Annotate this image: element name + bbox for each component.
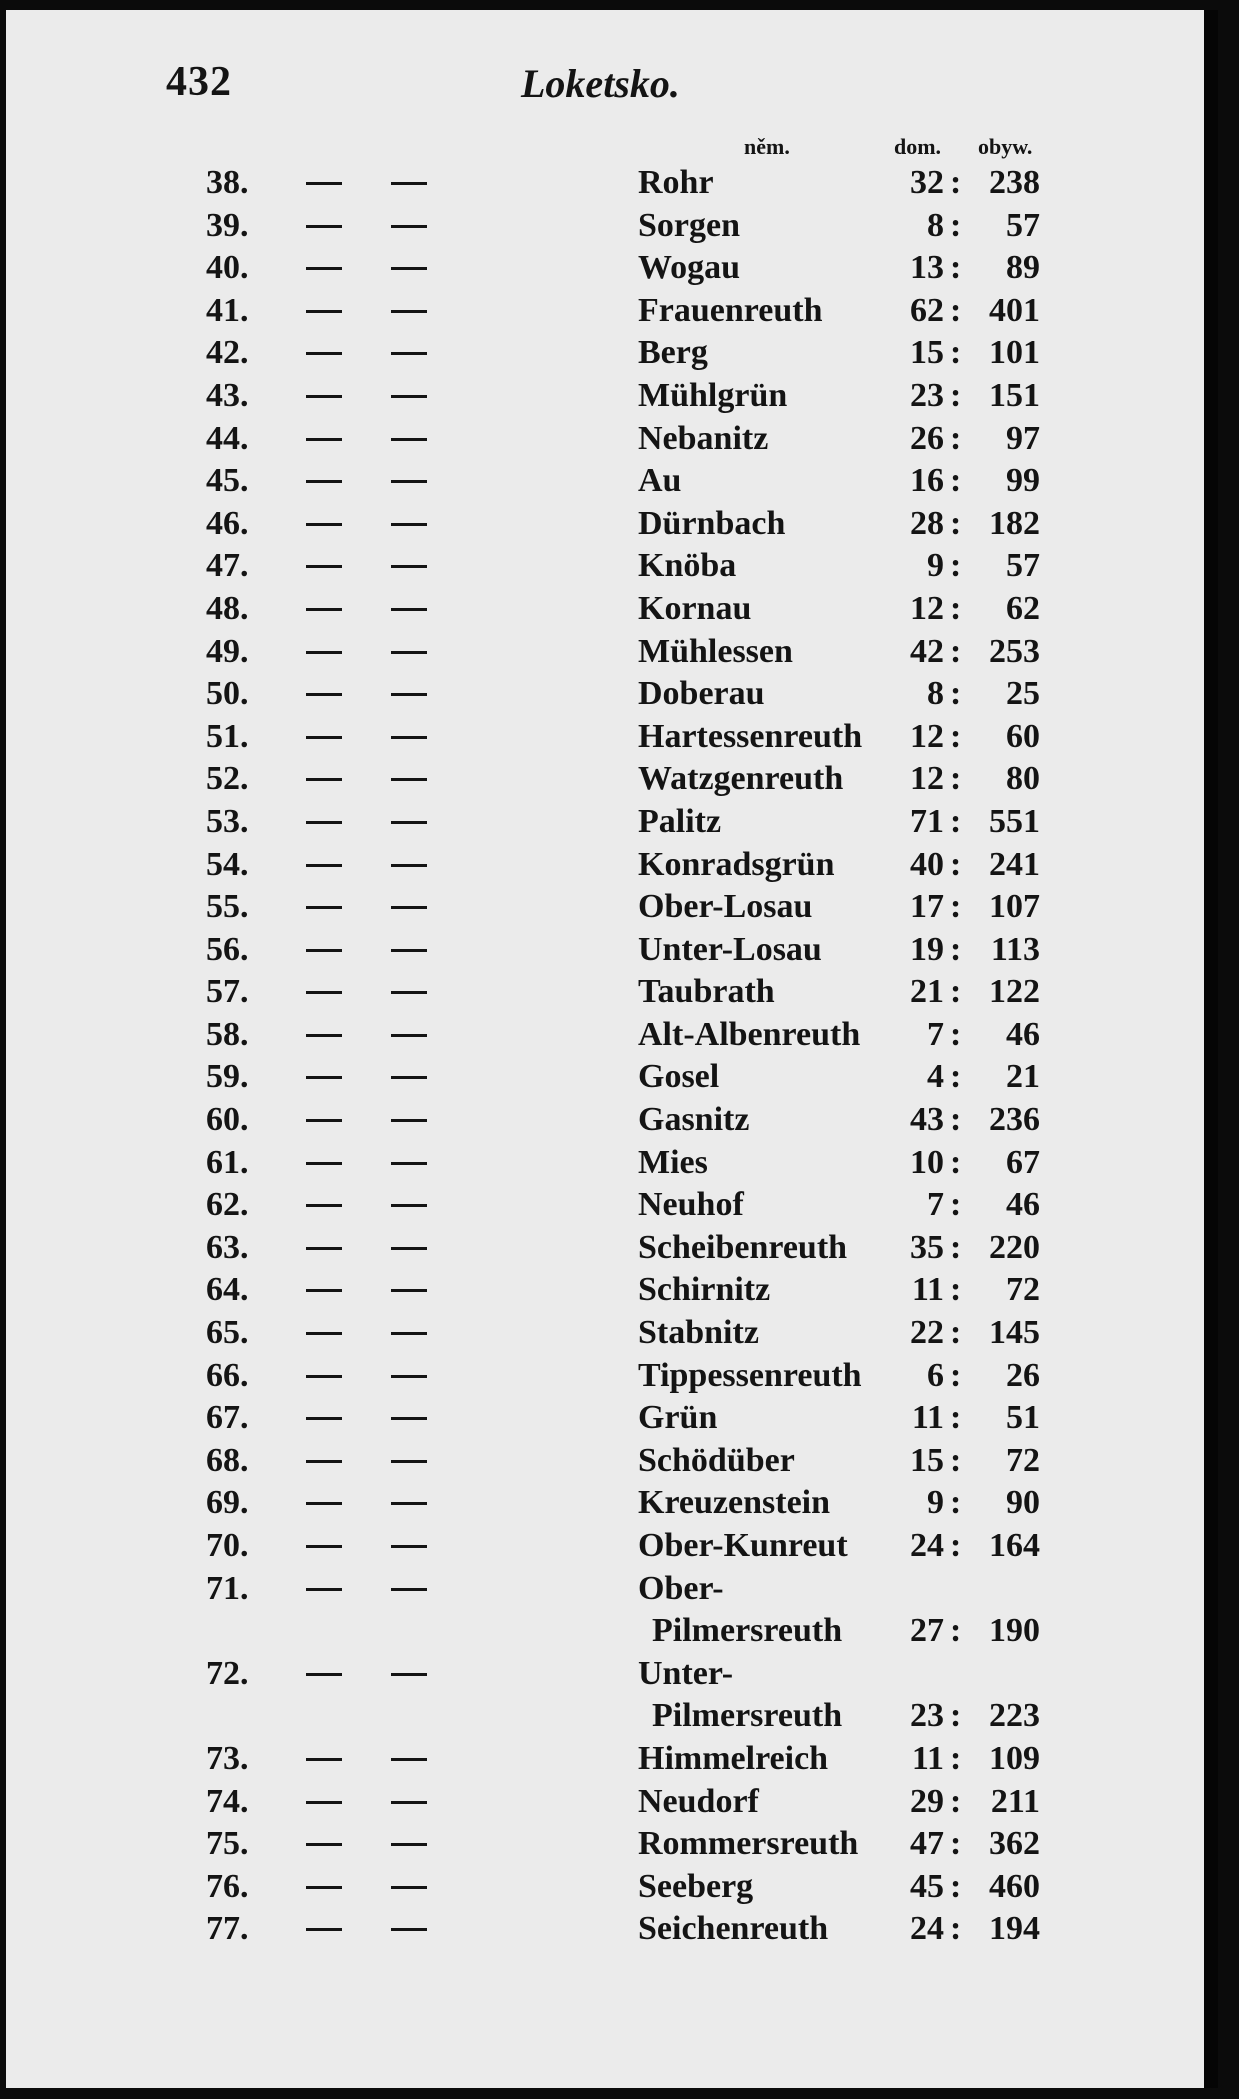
village-name: Mies	[638, 1143, 708, 1181]
row-number: 68.	[206, 1441, 249, 1479]
population-count: 122	[989, 973, 1040, 1011]
house-count: 35	[910, 1228, 944, 1266]
table-row	[6, 501, 1204, 544]
table-row	[6, 458, 1204, 501]
population-count: 236	[989, 1101, 1040, 1139]
table-row	[6, 1140, 1204, 1183]
table-row	[6, 203, 1204, 246]
house-count: 19	[910, 930, 944, 968]
village-name: Schödüber	[638, 1441, 795, 1479]
house-count: 12	[910, 589, 944, 627]
table-row	[6, 1693, 1204, 1736]
village-name: Seichenreuth	[638, 1910, 829, 1948]
ratio-separator: :	[950, 717, 962, 755]
row-number: 43.	[206, 376, 249, 414]
row-number: 59.	[206, 1058, 249, 1096]
row-number: 50.	[206, 675, 249, 713]
house-count: 10	[910, 1143, 944, 1181]
column-header-obyv: obyw.	[978, 134, 1033, 159]
row-number: 75.	[206, 1825, 249, 1863]
village-name: Alt-Albenreuth	[638, 1015, 861, 1053]
house-count: 26	[910, 419, 944, 457]
row-number: 56.	[206, 930, 249, 968]
row-number: 63.	[206, 1228, 249, 1266]
ratio-separator: :	[950, 1186, 962, 1224]
village-name: Au	[638, 462, 682, 500]
population-count: 182	[989, 504, 1040, 542]
population-count: 46	[1006, 1015, 1040, 1053]
table-row	[6, 1353, 1204, 1396]
row-number: 74.	[206, 1782, 249, 1820]
row-number: 65.	[206, 1314, 249, 1352]
house-count: 11	[911, 1399, 944, 1437]
village-name: Palitz	[638, 802, 722, 840]
ratio-separator: :	[950, 589, 962, 627]
population-count: 362	[989, 1825, 1040, 1863]
village-name: Stabnitz	[638, 1314, 759, 1352]
village-name: Kreuzenstein	[638, 1484, 831, 1522]
row-number: 38.	[206, 164, 249, 201]
table-row	[6, 1225, 1204, 1268]
row-number: 64.	[206, 1271, 249, 1309]
house-count: 8	[927, 675, 944, 713]
table-row	[6, 1438, 1204, 1481]
house-count: 22	[910, 1314, 944, 1352]
ratio-separator: :	[950, 802, 962, 840]
table-row	[6, 330, 1204, 373]
table-row	[6, 288, 1204, 331]
row-number: 54.	[206, 845, 249, 883]
village-name: Neuhof	[638, 1186, 744, 1224]
population-count: 151	[989, 376, 1040, 414]
population-count: 97	[1006, 419, 1040, 457]
table-row	[6, 1012, 1204, 1055]
population-count: 62	[1006, 589, 1040, 627]
ratio-separator: :	[950, 334, 962, 372]
village-name: Frauenreuth	[638, 291, 823, 329]
population-count: 551	[989, 802, 1040, 840]
ratio-separator: :	[950, 419, 962, 457]
row-number: 52.	[206, 760, 249, 798]
house-count: 8	[927, 206, 944, 244]
village-name: Berg	[638, 334, 708, 372]
ratio-separator: :	[950, 462, 962, 500]
house-count: 28	[910, 504, 944, 542]
house-count: 62	[910, 291, 944, 329]
table-row	[6, 671, 1204, 714]
ratio-separator: :	[950, 632, 962, 670]
running-title: Loketsko.	[521, 61, 680, 106]
table-row	[6, 1523, 1204, 1566]
village-name: Tippessenreuth	[638, 1356, 862, 1394]
row-number: 49.	[206, 632, 249, 670]
ratio-separator: :	[950, 888, 962, 926]
village-name: Ober-Kunreut	[638, 1527, 848, 1564]
village-name: Gasnitz	[638, 1101, 750, 1139]
table-row	[6, 1566, 1204, 1609]
table-row	[6, 756, 1204, 799]
house-count: 21	[910, 973, 944, 1011]
village-name: Gosel	[638, 1058, 720, 1096]
population-count: 51	[1006, 1399, 1040, 1437]
village-name: Mühlgrün	[638, 376, 788, 414]
ratio-separator: :	[950, 760, 962, 798]
population-count: 194	[989, 1910, 1040, 1948]
village-name: Ober-Losau	[638, 888, 813, 926]
house-count: 32	[910, 164, 944, 201]
population-count: 253	[989, 632, 1040, 670]
population-count: 460	[989, 1867, 1040, 1905]
ratio-separator: :	[950, 1101, 962, 1139]
ratio-separator: :	[950, 1910, 962, 1948]
population-count: 72	[1006, 1441, 1040, 1479]
population-count: 21	[1006, 1058, 1040, 1096]
row-number: 55.	[206, 888, 249, 926]
ratio-separator: :	[950, 1356, 962, 1394]
village-name: Konradsgrün	[638, 845, 835, 883]
population-count: 223	[989, 1697, 1040, 1735]
row-number: 62.	[206, 1186, 249, 1224]
population-count: 99	[1006, 462, 1040, 500]
village-name: Ober-	[638, 1569, 724, 1607]
village-name: Unter-	[638, 1654, 734, 1692]
table-row	[6, 373, 1204, 416]
table-row	[6, 927, 1204, 970]
table-row	[6, 1651, 1204, 1694]
house-count: 17	[910, 888, 944, 926]
table-row	[6, 629, 1204, 672]
population-count: 109	[989, 1739, 1040, 1777]
population-count: 241	[989, 845, 1040, 883]
row-number: 66.	[206, 1356, 249, 1394]
population-count: 60	[1006, 717, 1040, 755]
row-number: 45.	[206, 462, 249, 500]
house-count: 24	[910, 1910, 944, 1948]
ratio-separator: :	[950, 1143, 962, 1181]
table-row	[6, 416, 1204, 459]
column-header-dom: dom.	[894, 134, 942, 159]
row-number: 67.	[206, 1399, 249, 1437]
house-count: 29	[910, 1782, 944, 1820]
population-count: 25	[1006, 675, 1040, 713]
ratio-separator: :	[950, 973, 962, 1011]
house-count: 13	[910, 249, 944, 287]
village-name: Hartessenreuth	[638, 717, 863, 755]
village-name: Kornau	[638, 589, 752, 627]
village-name: Pilmersreuth	[652, 1697, 843, 1735]
village-name: Schirnitz	[638, 1271, 771, 1309]
table-row	[6, 1821, 1204, 1864]
table-row	[6, 1054, 1204, 1097]
table-row	[6, 1608, 1204, 1651]
ratio-separator: :	[950, 930, 962, 968]
house-count: 71	[910, 802, 944, 840]
ratio-separator: :	[950, 1058, 962, 1096]
row-number: 41.	[206, 291, 249, 329]
ratio-separator: :	[950, 1484, 962, 1522]
table-row	[6, 1182, 1204, 1225]
row-number: 69.	[206, 1484, 249, 1522]
house-count: 40	[910, 845, 944, 883]
house-count: 16	[910, 462, 944, 500]
column-header-nem: něm.	[744, 134, 790, 159]
row-number: 39.	[206, 206, 249, 244]
ratio-separator: :	[950, 249, 962, 287]
table-row	[6, 160, 1204, 203]
village-name: Grün	[638, 1399, 718, 1437]
village-name: Mühlessen	[638, 632, 793, 670]
village-name: Himmelreich	[638, 1739, 829, 1777]
row-number: 42.	[206, 334, 249, 372]
population-count: 145	[989, 1314, 1040, 1352]
row-number: 70.	[206, 1527, 249, 1564]
village-name: Dürnbach	[638, 504, 786, 542]
village-name: Knöba	[638, 547, 737, 585]
ratio-separator: :	[950, 1867, 962, 1905]
table-row	[6, 969, 1204, 1012]
ratio-separator: :	[950, 376, 962, 414]
population-count: 238	[989, 164, 1040, 201]
ratio-separator: :	[950, 1314, 962, 1352]
ratio-separator: :	[950, 1527, 962, 1564]
population-count: 80	[1006, 760, 1040, 798]
village-name: Unter-Losau	[638, 930, 822, 968]
village-name: Taubrath	[638, 973, 775, 1011]
population-count: 107	[989, 888, 1040, 926]
population-count: 57	[1006, 547, 1040, 585]
table-row	[6, 1779, 1204, 1822]
village-name: Pilmersreuth	[652, 1612, 843, 1650]
table-row	[6, 1267, 1204, 1310]
house-count: 45	[910, 1867, 944, 1905]
house-count: 27	[910, 1612, 944, 1650]
ratio-separator: :	[950, 1015, 962, 1053]
page-number: 432	[166, 59, 232, 105]
house-count: 7	[927, 1186, 944, 1224]
table-row	[6, 1864, 1204, 1907]
population-count: 57	[1006, 206, 1040, 244]
ratio-separator: :	[950, 504, 962, 542]
row-number: 61.	[206, 1143, 249, 1181]
ratio-separator: :	[950, 1228, 962, 1266]
row-number: 73.	[206, 1739, 249, 1777]
ratio-separator: :	[950, 164, 962, 201]
ratio-separator: :	[950, 1271, 962, 1309]
house-count: 11	[911, 1739, 944, 1777]
row-number: 58.	[206, 1015, 249, 1053]
village-table	[6, 160, 1204, 1949]
house-count: 15	[910, 334, 944, 372]
row-number: 53.	[206, 802, 249, 840]
row-number: 77.	[206, 1910, 249, 1948]
row-number: 76.	[206, 1867, 249, 1905]
house-count: 12	[910, 760, 944, 798]
table-row	[6, 245, 1204, 288]
ratio-separator: :	[950, 1697, 962, 1735]
village-name: Seeberg	[638, 1867, 754, 1905]
ratio-separator: :	[950, 1441, 962, 1479]
row-number: 71.	[206, 1569, 249, 1607]
population-count: 90	[1006, 1484, 1040, 1522]
table-row	[6, 1906, 1204, 1949]
table-row	[6, 543, 1204, 586]
house-count: 24	[910, 1527, 944, 1564]
house-count: 15	[910, 1441, 944, 1479]
population-count: 101	[989, 334, 1040, 372]
row-number: 46.	[206, 504, 249, 542]
row-number: 40.	[206, 249, 249, 287]
house-count: 47	[910, 1825, 944, 1863]
book-page	[6, 10, 1218, 2088]
house-count: 11	[911, 1271, 944, 1309]
house-count: 23	[910, 376, 944, 414]
table-row	[6, 586, 1204, 629]
ratio-separator: :	[950, 547, 962, 585]
row-number: 60.	[206, 1101, 249, 1139]
house-count: 42	[910, 632, 944, 670]
village-name: Nebanitz	[638, 419, 769, 457]
table-row	[6, 1310, 1204, 1353]
table-row	[6, 1097, 1204, 1140]
village-name: Watzgenreuth	[638, 760, 844, 798]
population-count: 190	[989, 1612, 1040, 1650]
house-count: 43	[910, 1101, 944, 1139]
village-name: Sorgen	[638, 206, 740, 244]
population-count: 211	[990, 1782, 1040, 1820]
ratio-separator: :	[950, 1399, 962, 1437]
ratio-separator: :	[950, 845, 962, 883]
house-count: 9	[927, 547, 944, 585]
house-count: 12	[910, 717, 944, 755]
row-number: 51.	[206, 717, 249, 755]
house-count: 6	[927, 1356, 944, 1394]
table-row	[6, 714, 1204, 757]
ratio-separator: :	[950, 675, 962, 713]
ratio-separator: :	[950, 1825, 962, 1863]
village-name: Doberau	[638, 675, 765, 713]
ratio-separator: :	[950, 1782, 962, 1820]
row-number: 48.	[206, 589, 249, 627]
row-number: 44.	[206, 419, 249, 457]
population-count: 401	[989, 291, 1040, 329]
village-name: Rommersreuth	[638, 1825, 859, 1863]
house-count: 7	[927, 1015, 944, 1053]
village-name: Wogau	[638, 249, 741, 287]
population-count: 164	[989, 1527, 1040, 1564]
table-row	[6, 1736, 1204, 1779]
table-row	[6, 799, 1204, 842]
table-row	[6, 1480, 1204, 1523]
ratio-separator: :	[950, 206, 962, 244]
population-count: 113	[990, 930, 1040, 968]
ratio-separator: :	[950, 1612, 962, 1650]
table-row	[6, 842, 1204, 885]
row-number: 57.	[206, 973, 249, 1011]
house-count: 9	[927, 1484, 944, 1522]
row-number: 72.	[206, 1654, 249, 1692]
village-name: Neudorf	[638, 1782, 759, 1820]
village-name: Rohr	[638, 164, 714, 201]
table-row	[6, 1395, 1204, 1438]
population-count: 67	[1006, 1143, 1040, 1181]
row-number: 47.	[206, 547, 249, 585]
population-count: 72	[1006, 1271, 1040, 1309]
house-count: 4	[927, 1058, 944, 1096]
ratio-separator: :	[950, 1739, 962, 1777]
table-row	[6, 884, 1204, 927]
ratio-separator: :	[950, 291, 962, 329]
village-name: Scheibenreuth	[638, 1228, 848, 1266]
population-count: 89	[1006, 249, 1040, 287]
population-count: 220	[989, 1228, 1040, 1266]
house-count: 23	[910, 1697, 944, 1735]
population-count: 46	[1006, 1186, 1040, 1224]
population-count: 26	[1006, 1356, 1040, 1394]
